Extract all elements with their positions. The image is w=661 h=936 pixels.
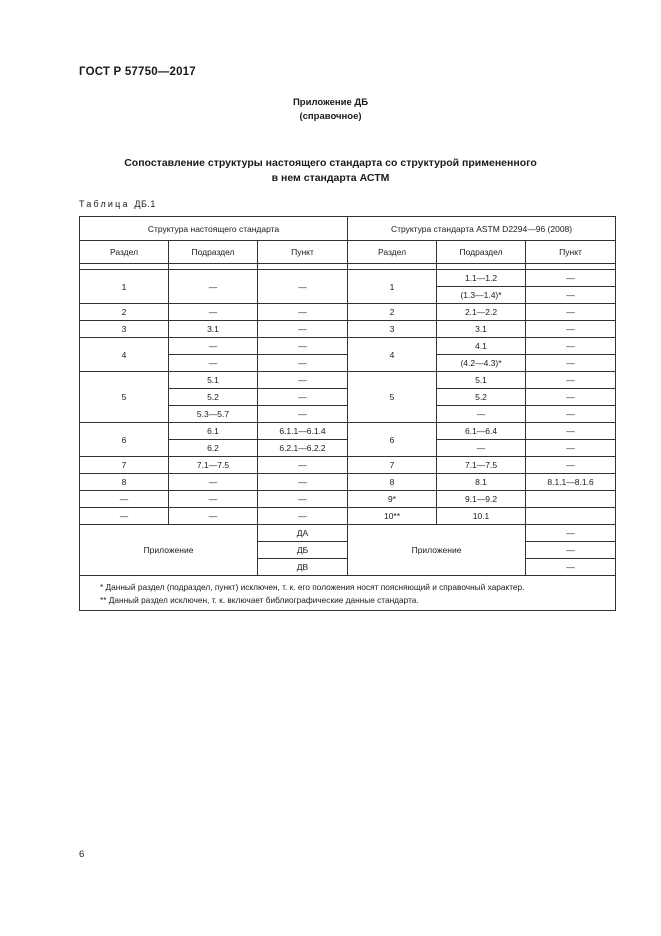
page-number: 6 [79,849,85,860]
table-row [80,423,616,440]
cell: 10** [348,508,437,525]
cell: 7 [80,457,169,474]
cell: — [258,406,348,423]
cell: — [80,491,169,508]
cell: 8 [80,474,169,491]
cell: 5.3—5.7 [169,406,258,423]
cell [526,508,616,525]
cell: ДА [258,525,348,542]
cell: 1 [348,270,437,304]
cell: 6.1—6.4 [437,423,526,440]
cell: 5.2 [437,389,526,406]
cell: — [258,457,348,474]
cell: 7 [348,457,437,474]
cell: 8 [348,474,437,491]
cell: — [169,474,258,491]
cell: — [258,508,348,525]
footnote-2: ** Данный раздел исключен, т. к. включает библиографические данные стандарта. [100,595,419,605]
cell: ДБ [258,542,348,559]
cell: — [526,355,616,372]
cell: 5.1 [169,372,258,389]
cell: — [526,304,616,321]
cell: — [526,457,616,474]
cell: — [258,355,348,372]
col-header-astm-section: Раздел [348,241,437,264]
table-row [80,338,616,355]
cell: — [437,440,526,457]
cell: — [169,508,258,525]
cell: — [258,474,348,491]
table-caption [79,199,156,209]
col-header-astm-item: Пункт [526,241,616,264]
table-row [80,525,616,542]
cell: — [169,338,258,355]
cell: — [80,508,169,525]
cell: 6.1.1—6.1.4 [258,423,348,440]
cell: 2 [80,304,169,321]
table-row [80,457,616,474]
cell: 3.1 [169,321,258,338]
cell: (1.3—1.4)* [437,287,526,304]
cell: — [437,406,526,423]
table-row [80,321,616,338]
col-header-section: Раздел [80,241,169,264]
astm-appendix-label-cell: Приложение [348,525,526,576]
appendix-subtitle: (справочное) [299,111,362,122]
cell: 3 [348,321,437,338]
table-row [80,304,616,321]
cell: — [526,338,616,355]
cell: — [258,372,348,389]
cell: 6 [348,423,437,457]
cell: — [258,389,348,406]
cell: — [526,321,616,338]
cell: 4 [348,338,437,372]
cell: — [526,525,616,542]
appendix-title: Приложение ДБ [292,97,369,108]
section-heading [0,156,661,186]
cell: — [258,338,348,355]
table-row [80,508,616,525]
table-row [80,372,616,389]
cell [526,491,616,508]
col-header-subsection: Подраздел [169,241,258,264]
cell: 5 [80,372,169,423]
cell: 5.1 [437,372,526,389]
cell: — [258,304,348,321]
cell: — [169,270,258,304]
cell: 2.1—2.2 [437,304,526,321]
cell: (4.2—4.3)* [437,355,526,372]
cell: — [526,287,616,304]
cell: — [169,491,258,508]
cell: — [526,559,616,576]
table-caption-number: ДБ.1 [134,199,156,209]
cell: 6 [80,423,169,457]
cell: 7.1—7.5 [437,457,526,474]
cell: — [526,372,616,389]
cell: — [169,355,258,372]
cell: ДВ [258,559,348,576]
document-id: ГОСТ Р 57750—2017 [79,66,196,78]
cell: 10.1 [437,508,526,525]
col-header-item: Пункт [258,241,348,264]
table-row [80,270,616,287]
cell: 6.2.1—6.2.2 [258,440,348,457]
table-footnotes-row [80,576,616,611]
table-row [80,491,616,508]
cell: 7.1—7.5 [169,457,258,474]
cell: 9* [348,491,437,508]
table-footnotes [80,576,616,611]
cell: 3 [80,321,169,338]
section-heading-line-1: Сопоставление структуры настоящего стандарта со структурой примененного [124,157,537,169]
cell: — [258,321,348,338]
table-group-header-row [80,217,616,241]
col-header-astm-subsection: Подраздел [437,241,526,264]
cell: — [526,389,616,406]
cell: 6.1 [169,423,258,440]
cell: 8.1.1—8.1.6 [526,474,616,491]
cell: 2 [348,304,437,321]
appendix-label-cell: Приложение [80,525,258,576]
cell: — [526,423,616,440]
cell: — [526,440,616,457]
cell: 9.1—9.2 [437,491,526,508]
appendix-title-block [0,96,661,124]
cell: — [169,304,258,321]
cell: 3.1 [437,321,526,338]
left-group-header: Структура настоящего стандарта [80,217,348,241]
cell: — [258,270,348,304]
cell: 4 [80,338,169,372]
cell: 5 [348,372,437,423]
cell: 5.2 [169,389,258,406]
table-row [80,474,616,491]
cell: — [526,270,616,287]
cell: — [526,406,616,423]
right-group-header: Структура стандарта ASTM D2294—96 (2008) [348,217,616,241]
cell: 8.1 [437,474,526,491]
cell: — [258,491,348,508]
table-caption-word: Таблица [79,199,130,209]
cell: 4.1 [437,338,526,355]
section-heading-line-2: в нем стандарта АСТМ [271,172,390,184]
footnote-1: * Данный раздел (подраздел, пункт) исключен, т. к. его положения носят поясняющий и справочный характер. [100,582,525,592]
table-column-header-row [80,241,616,264]
cell: — [526,542,616,559]
comparison-table [79,216,616,611]
cell: 1 [80,270,169,304]
cell: 1.1—1.2 [437,270,526,287]
cell: 6.2 [169,440,258,457]
